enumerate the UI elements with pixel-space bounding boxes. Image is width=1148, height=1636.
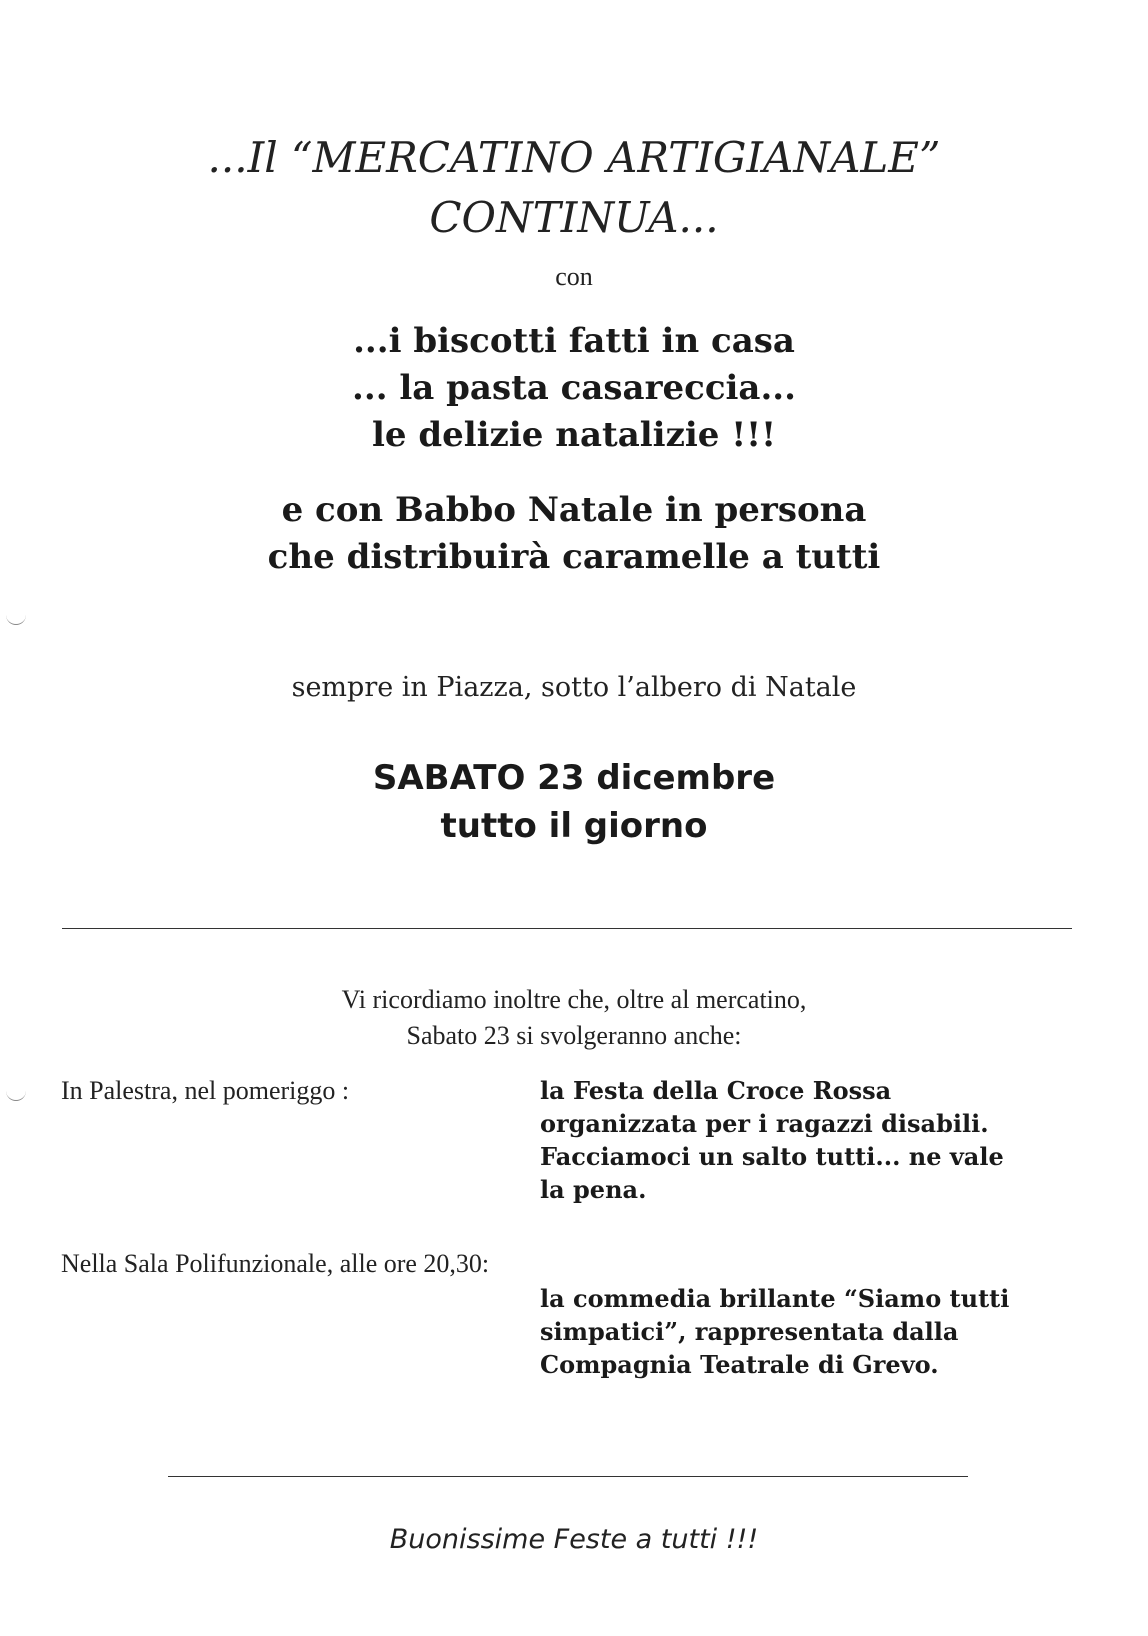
babbo-line-2: che distribuirà caramelle a tutti <box>267 537 881 577</box>
event-2-detail <box>540 1282 1080 1381</box>
flyer-title <box>0 128 1148 248</box>
punch-hole-mark <box>6 1086 26 1101</box>
closing-greeting: Buonissime Feste a tutti !!! <box>389 1524 759 1555</box>
date-line-1: SABATO 23 dicembre <box>372 758 776 798</box>
intro-word: con <box>555 262 593 291</box>
punch-hole-mark <box>6 610 26 625</box>
reminder-line-2: Sabato 23 si svolgeranno anche: <box>406 1021 742 1050</box>
date-line-2: tutto il giorno <box>440 806 708 846</box>
goods-line-1: ...i biscotti fatti in casa <box>353 321 795 361</box>
title-line-1: ...Il “MERCATINO ARTIGIANALE” <box>207 133 941 182</box>
event-2-detail-line: simpatici”, rappresentata dalla <box>540 1317 959 1346</box>
title-line-2: CONTINUA... <box>429 193 719 242</box>
event-1-detail-line: la Festa della Croce Rossa <box>540 1076 892 1105</box>
reminder-line-1: Vi ricordiamo inoltre che, oltre al mercatino, <box>341 985 807 1014</box>
event-2-label: Nella Sala Polifunzionale, alle ore 20,30: <box>61 1249 490 1278</box>
babbo-natale-announcement <box>0 487 1148 581</box>
goods-list <box>0 318 1148 459</box>
event-2-detail-line: Compagnia Teatrale di Grevo. <box>540 1350 939 1379</box>
event-1-detail-line: organizzata per i ragazzi disabili. <box>540 1109 989 1138</box>
event-1-label: In Palestra, nel pomeriggo : <box>61 1076 350 1105</box>
divider-bottom <box>168 1476 968 1477</box>
reminder-text <box>0 982 1148 1054</box>
event-2-detail-line: la commedia brillante “Siamo tutti <box>540 1284 1010 1313</box>
divider-top <box>62 928 1072 929</box>
event-1-detail <box>540 1074 1080 1206</box>
event-date <box>0 754 1148 850</box>
babbo-line-1: e con Babbo Natale in persona <box>281 490 867 530</box>
goods-line-3: le delizie natalizie !!! <box>371 415 777 455</box>
goods-line-2: ... la pasta casareccia... <box>352 368 796 408</box>
location-text: sempre in Piazza, sotto l’albero di Natale <box>291 672 857 703</box>
event-1-detail-line: la pena. <box>540 1175 647 1204</box>
event-1-detail-line: Facciamoci un salto tutti... ne vale <box>540 1142 1004 1171</box>
